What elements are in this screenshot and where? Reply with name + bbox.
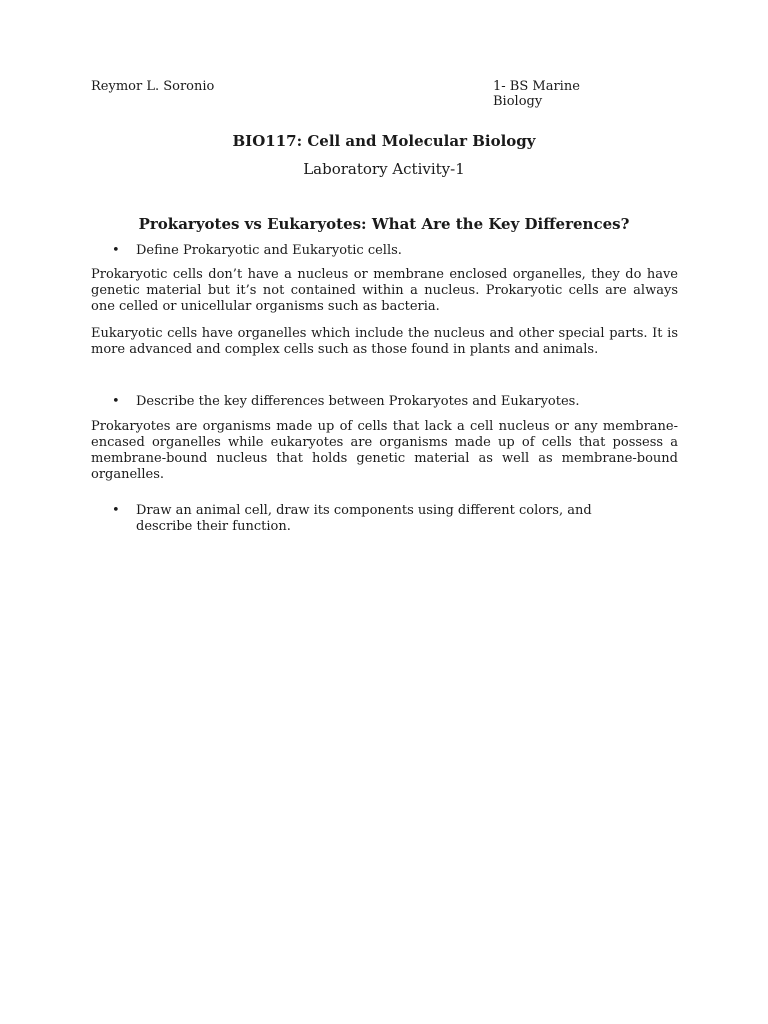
bullet-item — [112, 503, 642, 537]
document-header — [91, 79, 631, 109]
program-name: 1- BS Marine Biology — [493, 79, 580, 109]
course-title: BIO117: Cell and Molecular Biology — [232, 132, 536, 150]
activity-title: Laboratory Activity-1 — [303, 160, 465, 178]
paragraph: Prokaryotes are organisms made up of cells that lack a cell nucleus or any membrane-encased organelles while eukaryotes are organisms made up of cells that possess a membrane-bound nucleus that holds genetic material as well as membrane-bound organelles. — [91, 419, 678, 482]
bullet-text: Define Prokaryotic and Eukaryotic cells. — [136, 243, 402, 258]
paragraph: Eukaryotic cells have organelles which include the nucleus and other special parts. It is more advanced and complex cells such as those found in plants and animals. — [91, 326, 678, 357]
bullet-item — [112, 394, 642, 412]
author-name: Reymor L. Soronio — [91, 79, 215, 94]
paragraph: Prokaryotic cells don’t have a nucleus or membrane enclosed organelles, they do have genetic material but it’s not contained within a nucleus. Prokaryotic cells are always one celled or unicellular organisms such as bacteria. — [91, 267, 678, 314]
bullet-text: Describe the key differences between Prokaryotes and Eukaryotes. — [136, 394, 580, 409]
bullet-icon: • — [112, 394, 120, 409]
bullet-text: Draw an animal cell, draw its components using different colors, and describe their function. — [136, 503, 592, 534]
bullet-icon: • — [112, 243, 120, 258]
section-heading: Prokaryotes vs Eukaryotes: What Are the Key Differences? — [138, 215, 630, 233]
bullet-icon: • — [112, 503, 120, 518]
bullet-item — [112, 243, 642, 261]
